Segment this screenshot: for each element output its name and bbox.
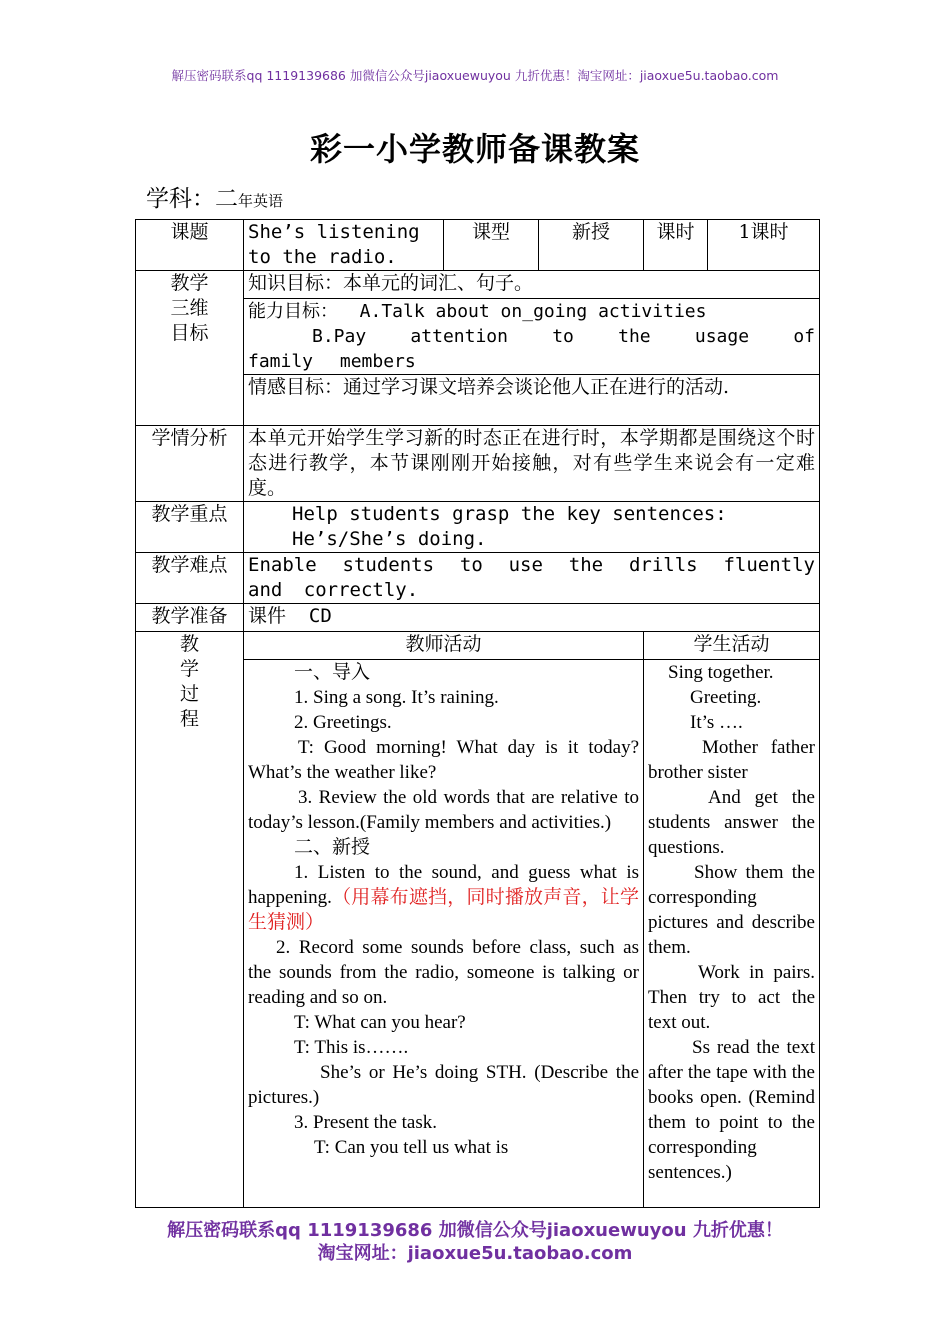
teacher-item: 2. Record some sounds before class, such as the sounds from the radio, someone is talking or reading and so on. bbox=[248, 937, 639, 1008]
goals-row-knowledge bbox=[136, 271, 820, 299]
student-item: Work in pairs. Then try to act the text out. bbox=[648, 962, 815, 1033]
process-label-char: 过 bbox=[179, 683, 199, 705]
topic-label: 课题 bbox=[136, 220, 244, 271]
goal-ability bbox=[244, 299, 820, 375]
student-item: It’s …. bbox=[690, 712, 743, 733]
preparation-row bbox=[136, 604, 820, 632]
teacher-item: 3. Review the old words that are relative to today’s lesson.(Family members and activities.) bbox=[248, 787, 639, 833]
key-points-line1: Help students grasp the key sentences: bbox=[292, 503, 727, 525]
teacher-item: T: Good morning! What day is it today? What’s the weather like? bbox=[248, 737, 639, 783]
process-label bbox=[136, 632, 244, 1208]
subject-grade: 二 bbox=[215, 186, 238, 212]
teacher-item: 2. Greetings. bbox=[294, 712, 392, 733]
process-label-char: 教 bbox=[179, 633, 199, 655]
header-banner: 解压密码联系qq 1119139686 加微信公众号jiaoxuewuyou 九折优惠！淘宝网址：jiaoxue5u.taobao.com bbox=[171, 68, 779, 83]
teacher-section-intro: 一、导入 bbox=[294, 661, 371, 683]
footer-banner-line2: 淘宝网址：jiaoxue5u.taobao.com bbox=[317, 1243, 633, 1264]
key-points-text bbox=[244, 502, 820, 553]
subject-value: 年英语 bbox=[238, 192, 284, 210]
teacher-note: （用幕布遮挡，同时播放声音，让学生猜测） bbox=[248, 886, 639, 933]
period-label: 课时 bbox=[644, 220, 708, 271]
key-points-line2: He’s/She’s doing. bbox=[292, 528, 487, 550]
student-item: Mother father brother sister bbox=[648, 737, 815, 783]
student-item: Show them the corresponding pictures and describe them. bbox=[648, 862, 815, 958]
type-value: 新授 bbox=[539, 220, 644, 271]
goal-knowledge: 知识目标：本单元的词汇、句子。 bbox=[244, 271, 820, 299]
subject-line bbox=[146, 180, 283, 213]
process-header-row bbox=[136, 632, 820, 660]
student-item: Ss read the text after the tape with the books open. (Remind them to point to the corresponding sentences.) bbox=[648, 1037, 815, 1183]
teacher-activity-header: 教师活动 bbox=[244, 632, 644, 660]
student-activity bbox=[644, 660, 820, 1208]
process-label-char: 程 bbox=[179, 708, 199, 730]
student-activity-header: 学生活动 bbox=[644, 632, 820, 660]
teacher-item: T: What can you hear? bbox=[294, 1012, 466, 1033]
goals-label: 教学三维目标 bbox=[136, 271, 244, 426]
type-label: 课型 bbox=[444, 220, 539, 271]
page-title: 彩一小学教师备课教案 bbox=[309, 130, 640, 168]
goal-ability-line1: 能力目标： A.Talk about on_going activities bbox=[248, 301, 707, 322]
difficulties-text: Enable students to use the drills fluently and correctly. bbox=[244, 553, 820, 604]
teacher-item: 3. Present the task. bbox=[294, 1112, 438, 1133]
lesson-plan-table bbox=[135, 219, 820, 1208]
topic-value: She’s listening to the radio. bbox=[244, 220, 444, 271]
subject-label: 学科： bbox=[146, 186, 215, 212]
footer-banner bbox=[0, 1219, 950, 1265]
goal-emotion: 情感目标：通过学习课文培养会谈论他人正在进行的活动. bbox=[244, 375, 820, 426]
goal-ability-line2: B.Pay attention to the usage of family members bbox=[248, 326, 815, 372]
difficulties-row bbox=[136, 553, 820, 604]
teacher-item bbox=[248, 860, 639, 935]
period-value: 1课时 bbox=[708, 220, 820, 271]
teacher-section-new: 二、新授 bbox=[294, 836, 371, 858]
teacher-activity bbox=[244, 660, 644, 1208]
footer-banner-line1: 解压密码联系qq 1119139686 加微信公众号jiaoxuewuyou 九折优惠！ bbox=[167, 1220, 783, 1241]
analysis-text: 本单元开始学生学习新的时态正在进行时，本学期都是围绕这个时态进行教学，本节课刚刚开始接触，对有些学生来说会有一定难度。 bbox=[244, 426, 820, 502]
process-label-char: 学 bbox=[179, 658, 199, 680]
preparation-text: 课件 CD bbox=[244, 604, 820, 632]
key-points-label: 教学重点 bbox=[136, 502, 244, 553]
preparation-label: 教学准备 bbox=[136, 604, 244, 632]
student-item: Sing together. bbox=[668, 662, 774, 683]
teacher-item: 1. Sing a song. It’s raining. bbox=[294, 687, 499, 708]
teacher-item: T: Can you tell us what is bbox=[314, 1137, 509, 1158]
topic-row bbox=[136, 220, 820, 271]
teacher-item-text: 1. Listen to the sound, and guess what is happening. bbox=[248, 862, 639, 908]
student-item: Greeting. bbox=[690, 687, 762, 708]
difficulties-label: 教学难点 bbox=[136, 553, 244, 604]
teacher-item: She’s or He’s doing STH. (Describe the pictures.) bbox=[248, 1062, 639, 1108]
analysis-row bbox=[136, 426, 820, 502]
teacher-item: T: This is……. bbox=[294, 1037, 409, 1058]
key-points-row bbox=[136, 502, 820, 553]
analysis-label: 学情分析 bbox=[136, 426, 244, 502]
student-item: And get the students answer the questions. bbox=[648, 787, 815, 858]
